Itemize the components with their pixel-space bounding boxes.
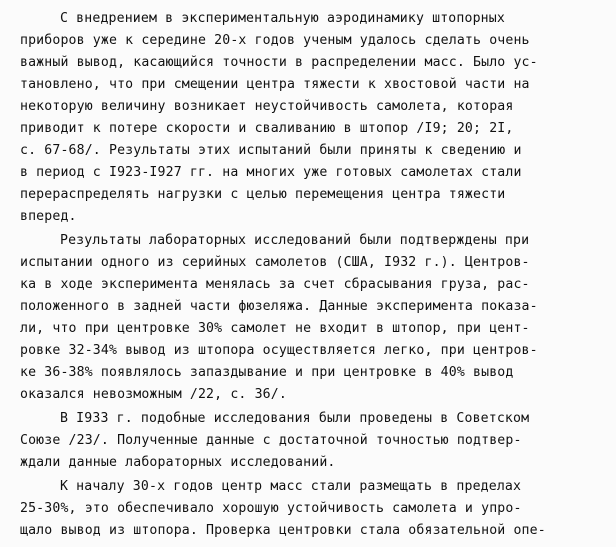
- paragraph-2-line-2: испытании одного из серийных самолетов (США, I932 г.). Центров-: [20, 255, 530, 270]
- paragraph-1-line-9: перераспределять нагрузки с целью перемещения центра тяжести: [20, 187, 506, 202]
- paragraph-1-line-5: некоторую величину возникает неустойчивость самолета, которая: [20, 99, 514, 114]
- paragraph-3-line-3: ждали данные лабораторных исследований.: [20, 455, 336, 470]
- paragraph-1-line-4: тановлено, что при смещении центра тяжести к хвостовой части на: [20, 77, 530, 92]
- paragraph-3-line-2: Союзе /23/. Полученные данные с достаточной точностью подтвер-: [20, 433, 522, 448]
- paragraph-1-line-7: с. 67-68/. Результаты этих испытаний были приняты к сведению и: [20, 143, 522, 158]
- paragraph-4-line-1: К началу 30-х годов центр масс стали размещать в пределах: [60, 479, 522, 494]
- paragraph-1-line-6: приводит к потере скорости и сваливанию в штопор /I9; 20; 2I,: [20, 121, 514, 136]
- paragraph-1-line-10: вперед.: [20, 209, 77, 224]
- paragraph-2-line-6: ровке 32-34% вывод из штопора осуществляется легко, при центров-: [20, 343, 538, 358]
- paragraph-2-line-3: ка в ходе эксперимента менялась за счет сбрасывания груза, рас-: [20, 277, 530, 292]
- paragraph-2-line-5: ли, что при центровке 30% самолет не входит в штопор, при цент-: [20, 321, 530, 336]
- paragraph-4-line-2: 25-30%, это обеспечивало хорошую устойчивость самолета и упро-: [20, 501, 522, 516]
- paragraph-1-line-3: важный вывод, касающийся точности в распределении масс. Было ус-: [20, 55, 538, 70]
- paragraph-4-line-3: щало вывод из штопора. Проверка центровки стала обязательной опе-: [20, 523, 546, 538]
- paragraph-2-line-1: Результаты лабораторных исследований были подтверждены при: [60, 233, 530, 248]
- paragraph-2-line-8: оказался невозможным /22, с. 36/.: [20, 387, 287, 402]
- paragraph-3-line-1: В I933 г. подобные исследования были проведены в Советском: [60, 411, 530, 426]
- paragraph-1-line-1: С внедрением в экспериментальную аэродинамику штопорных: [60, 11, 505, 26]
- paragraph-1-line-8: в период с I923-I927 гг. на многих уже готовых самолетах стали: [20, 165, 522, 180]
- paragraph-1-line-2: приборов уже к середине 20-х годов ученым удалось сделать очень: [20, 33, 530, 48]
- paragraph-2-line-7: ке 36-38% появлялось запаздывание и при центровке в 40% вывод: [20, 365, 514, 380]
- paragraph-2-line-4: положенного в задней части фюзеляжа. Данные эксперимента показа-: [20, 299, 538, 314]
